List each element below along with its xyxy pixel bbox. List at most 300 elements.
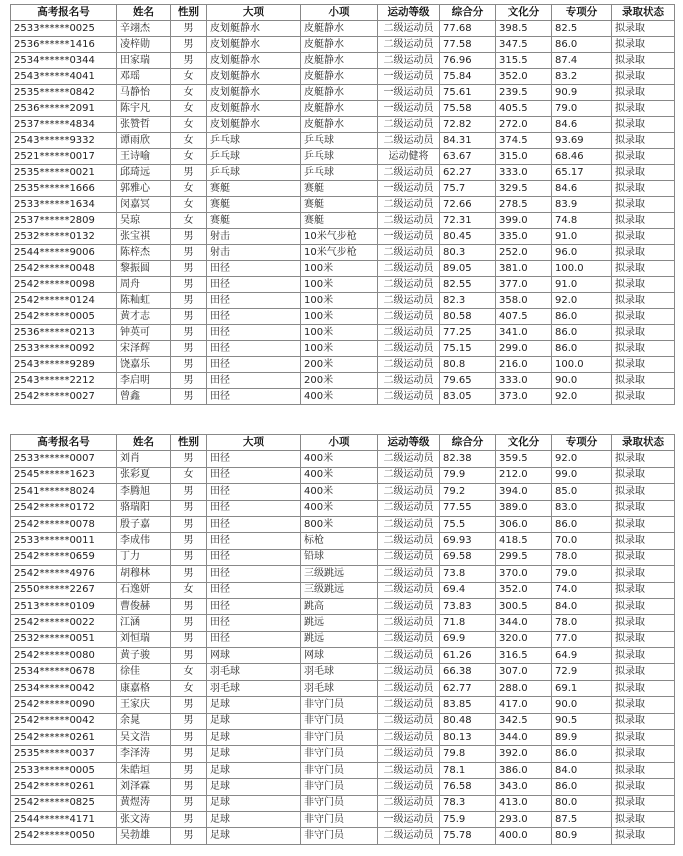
special-score-cell: 80.0 <box>552 795 612 811</box>
culture-score-cell: 373.0 <box>496 389 552 405</box>
event-cell: 跳远 <box>301 631 378 647</box>
name-cell: 张彩夏 <box>117 467 171 483</box>
event-cell: 乒乓球 <box>301 149 378 165</box>
culture-score-cell: 417.0 <box>496 697 552 713</box>
exam-id-cell: 2535******0021 <box>11 165 117 181</box>
total-score-cell: 80.45 <box>440 229 496 245</box>
table-row <box>11 467 675 483</box>
table-row <box>11 165 675 181</box>
event-cell: 200米 <box>301 373 378 389</box>
status-cell: 拟录取 <box>612 762 675 778</box>
table-row <box>11 664 675 680</box>
exam-id-cell: 2544******9006 <box>11 245 117 261</box>
event-cell: 100米 <box>301 293 378 309</box>
event-cell: 400米 <box>301 500 378 516</box>
name-cell: 宋泽辉 <box>117 341 171 357</box>
col-header: 高考报名号 <box>11 435 117 451</box>
total-score-cell: 72.31 <box>440 213 496 229</box>
name-cell: 骆瑞阳 <box>117 500 171 516</box>
table-row <box>11 795 675 811</box>
special-score-cell: 85.0 <box>552 484 612 500</box>
event-cell: 400米 <box>301 451 378 467</box>
special-score-cell: 92.0 <box>552 389 612 405</box>
name-cell: 黄煜涛 <box>117 795 171 811</box>
level-cell: 二级运动员 <box>378 549 440 565</box>
sport-cell: 赛艇 <box>207 213 301 229</box>
table-row <box>11 101 675 117</box>
gender-cell: 男 <box>171 648 207 664</box>
level-cell: 二级运动员 <box>378 500 440 516</box>
gender-cell: 男 <box>171 229 207 245</box>
exam-id-cell: 2542******0027 <box>11 389 117 405</box>
culture-score-cell: 389.0 <box>496 500 552 516</box>
table-row <box>11 389 675 405</box>
event-cell: 羽毛球 <box>301 664 378 680</box>
total-score-cell: 76.58 <box>440 779 496 795</box>
col-header: 文化分 <box>496 5 552 21</box>
total-score-cell: 75.15 <box>440 341 496 357</box>
culture-score-cell: 299.5 <box>496 549 552 565</box>
total-score-cell: 80.3 <box>440 245 496 261</box>
gender-cell: 男 <box>171 357 207 373</box>
level-cell: 二级运动员 <box>378 648 440 664</box>
total-score-cell: 75.84 <box>440 69 496 85</box>
total-score-cell: 73.83 <box>440 598 496 614</box>
level-cell: 二级运动员 <box>378 165 440 181</box>
sport-cell: 田径 <box>207 598 301 614</box>
status-cell: 拟录取 <box>612 133 675 149</box>
exam-id-cell: 2542******0042 <box>11 713 117 729</box>
exam-id-cell: 2542******0090 <box>11 697 117 713</box>
culture-score-cell: 212.0 <box>496 467 552 483</box>
special-score-cell: 80.9 <box>552 828 612 844</box>
status-cell: 拟录取 <box>612 21 675 37</box>
special-score-cell: 79.0 <box>552 101 612 117</box>
exam-id-cell: 2542******0022 <box>11 615 117 631</box>
exam-id-cell: 2542******0078 <box>11 516 117 532</box>
name-cell: 周舟 <box>117 277 171 293</box>
sport-cell: 射击 <box>207 245 301 261</box>
culture-score-cell: 400.0 <box>496 828 552 844</box>
culture-score-cell: 320.0 <box>496 631 552 647</box>
status-cell: 拟录取 <box>612 53 675 69</box>
total-score-cell: 69.93 <box>440 533 496 549</box>
event-cell: 乒乓球 <box>301 133 378 149</box>
gender-cell: 男 <box>171 451 207 467</box>
sport-cell: 足球 <box>207 762 301 778</box>
total-score-cell: 75.58 <box>440 101 496 117</box>
sport-cell: 足球 <box>207 713 301 729</box>
level-cell: 一级运动员 <box>378 229 440 245</box>
table-row <box>11 117 675 133</box>
total-score-cell: 80.8 <box>440 357 496 373</box>
table-row <box>11 631 675 647</box>
name-cell: 刘肖 <box>117 451 171 467</box>
special-score-cell: 100.0 <box>552 261 612 277</box>
gender-cell: 女 <box>171 582 207 598</box>
name-cell: 陈籼虹 <box>117 293 171 309</box>
culture-score-cell: 239.5 <box>496 85 552 101</box>
gender-cell: 男 <box>171 293 207 309</box>
culture-score-cell: 407.5 <box>496 309 552 325</box>
culture-score-cell: 386.0 <box>496 762 552 778</box>
status-cell: 拟录取 <box>612 341 675 357</box>
sport-cell: 乒乓球 <box>207 149 301 165</box>
exam-id-cell: 2543******9332 <box>11 133 117 149</box>
sport-cell: 皮划艇静水 <box>207 69 301 85</box>
special-score-cell: 77.0 <box>552 631 612 647</box>
level-cell: 二级运动员 <box>378 37 440 53</box>
name-cell: 郭雅心 <box>117 181 171 197</box>
event-cell: 非守门员 <box>301 697 378 713</box>
sport-cell: 田径 <box>207 484 301 500</box>
level-cell: 二级运动员 <box>378 261 440 277</box>
culture-score-cell: 315.0 <box>496 149 552 165</box>
col-header: 小项 <box>301 435 378 451</box>
level-cell: 二级运动员 <box>378 598 440 614</box>
event-cell: 800米 <box>301 516 378 532</box>
event-cell: 三级跳远 <box>301 566 378 582</box>
name-cell: 张文涛 <box>117 811 171 827</box>
exam-id-cell: 2533******1634 <box>11 197 117 213</box>
table-row <box>11 828 675 844</box>
total-score-cell: 75.7 <box>440 181 496 197</box>
special-score-cell: 79.0 <box>552 566 612 582</box>
sport-cell: 足球 <box>207 697 301 713</box>
table-row <box>11 373 675 389</box>
col-header: 大项 <box>207 5 301 21</box>
special-score-cell: 65.17 <box>552 165 612 181</box>
name-cell: 钟英可 <box>117 325 171 341</box>
name-cell: 谭雨欣 <box>117 133 171 149</box>
name-cell: 李腾旭 <box>117 484 171 500</box>
special-score-cell: 64.9 <box>552 648 612 664</box>
status-cell: 拟录取 <box>612 795 675 811</box>
status-cell: 拟录取 <box>612 697 675 713</box>
culture-score-cell: 299.0 <box>496 341 552 357</box>
level-cell: 二级运动员 <box>378 566 440 582</box>
gender-cell: 男 <box>171 500 207 516</box>
name-cell: 王家庆 <box>117 697 171 713</box>
exam-id-cell: 2542******0172 <box>11 500 117 516</box>
col-header: 专项分 <box>552 5 612 21</box>
exam-id-cell: 2536******2091 <box>11 101 117 117</box>
special-score-cell: 86.0 <box>552 309 612 325</box>
sport-cell: 赛艇 <box>207 181 301 197</box>
gender-cell: 男 <box>171 779 207 795</box>
level-cell: 二级运动员 <box>378 828 440 844</box>
name-cell: 黄才志 <box>117 309 171 325</box>
status-cell: 拟录取 <box>612 213 675 229</box>
event-cell: 100米 <box>301 341 378 357</box>
gender-cell: 男 <box>171 245 207 261</box>
name-cell: 马静怡 <box>117 85 171 101</box>
total-score-cell: 79.2 <box>440 484 496 500</box>
level-cell: 一级运动员 <box>378 101 440 117</box>
level-cell: 二级运动员 <box>378 309 440 325</box>
table-row <box>11 713 675 729</box>
exam-id-cell: 2535******0037 <box>11 746 117 762</box>
gender-cell: 男 <box>171 598 207 614</box>
exam-id-cell: 2543******4041 <box>11 69 117 85</box>
total-score-cell: 61.26 <box>440 648 496 664</box>
culture-score-cell: 342.5 <box>496 713 552 729</box>
event-cell: 非守门员 <box>301 713 378 729</box>
level-cell: 二级运动员 <box>378 373 440 389</box>
gender-cell: 女 <box>171 467 207 483</box>
sport-cell: 皮划艇静水 <box>207 117 301 133</box>
col-header: 录取状态 <box>612 5 675 21</box>
culture-score-cell: 399.0 <box>496 213 552 229</box>
level-cell: 二级运动员 <box>378 730 440 746</box>
total-score-cell: 75.9 <box>440 811 496 827</box>
sport-cell: 网球 <box>207 648 301 664</box>
total-score-cell: 78.1 <box>440 762 496 778</box>
gender-cell: 女 <box>171 133 207 149</box>
level-cell: 一级运动员 <box>378 69 440 85</box>
col-header: 录取状态 <box>612 435 675 451</box>
table-row <box>11 197 675 213</box>
status-cell: 拟录取 <box>612 598 675 614</box>
sport-cell: 田径 <box>207 341 301 357</box>
level-cell: 二级运动员 <box>378 713 440 729</box>
special-score-cell: 92.0 <box>552 451 612 467</box>
event-cell: 三级跳远 <box>301 582 378 598</box>
status-cell: 拟录取 <box>612 484 675 500</box>
event-cell: 网球 <box>301 648 378 664</box>
sport-cell: 皮划艇静水 <box>207 37 301 53</box>
status-cell: 拟录取 <box>612 373 675 389</box>
status-cell: 拟录取 <box>612 467 675 483</box>
gender-cell: 男 <box>171 277 207 293</box>
table-row <box>11 811 675 827</box>
exam-id-cell: 2532******0132 <box>11 229 117 245</box>
event-cell: 赛艇 <box>301 213 378 229</box>
special-score-cell: 84.6 <box>552 181 612 197</box>
status-cell: 拟录取 <box>612 181 675 197</box>
name-cell: 李成伟 <box>117 533 171 549</box>
level-cell: 二级运动员 <box>378 53 440 69</box>
event-cell: 皮艇静水 <box>301 69 378 85</box>
table-body <box>11 451 675 844</box>
status-cell: 拟录取 <box>612 245 675 261</box>
culture-score-cell: 392.0 <box>496 746 552 762</box>
status-cell: 拟录取 <box>612 811 675 827</box>
culture-score-cell: 333.0 <box>496 373 552 389</box>
event-cell: 非守门员 <box>301 746 378 762</box>
event-cell: 乒乓球 <box>301 165 378 181</box>
name-cell: 邓瑶 <box>117 69 171 85</box>
level-cell: 二级运动员 <box>378 357 440 373</box>
level-cell: 二级运动员 <box>378 293 440 309</box>
col-header: 专项分 <box>552 435 612 451</box>
level-cell: 二级运动员 <box>378 779 440 795</box>
exam-id-cell: 2537******2809 <box>11 213 117 229</box>
special-score-cell: 84.6 <box>552 117 612 133</box>
total-score-cell: 77.68 <box>440 21 496 37</box>
sport-cell: 足球 <box>207 779 301 795</box>
sport-cell: 田径 <box>207 357 301 373</box>
culture-score-cell: 306.0 <box>496 516 552 532</box>
level-cell: 二级运动员 <box>378 516 440 532</box>
table-row <box>11 746 675 762</box>
exam-id-cell: 2542******0050 <box>11 828 117 844</box>
status-cell: 拟录取 <box>612 165 675 181</box>
sport-cell: 田径 <box>207 516 301 532</box>
name-cell: 曹俊赫 <box>117 598 171 614</box>
gender-cell: 男 <box>171 341 207 357</box>
gender-cell: 男 <box>171 21 207 37</box>
total-score-cell: 69.9 <box>440 631 496 647</box>
col-header: 运动等级 <box>378 435 440 451</box>
special-score-cell: 70.0 <box>552 533 612 549</box>
table-row <box>11 533 675 549</box>
total-score-cell: 83.85 <box>440 697 496 713</box>
admission-table-2 <box>10 434 675 845</box>
special-score-cell: 86.0 <box>552 37 612 53</box>
table-row <box>11 309 675 325</box>
exam-id-cell: 2543******9289 <box>11 357 117 373</box>
sport-cell: 羽毛球 <box>207 680 301 696</box>
table-row <box>11 37 675 53</box>
exam-id-cell: 2533******0007 <box>11 451 117 467</box>
status-cell: 拟录取 <box>612 451 675 467</box>
status-cell: 拟录取 <box>612 85 675 101</box>
sport-cell: 足球 <box>207 811 301 827</box>
table-row <box>11 697 675 713</box>
culture-score-cell: 288.0 <box>496 680 552 696</box>
culture-score-cell: 216.0 <box>496 357 552 373</box>
table-row <box>11 229 675 245</box>
col-header: 性别 <box>171 435 207 451</box>
status-cell: 拟录取 <box>612 229 675 245</box>
event-cell: 铅球 <box>301 549 378 565</box>
culture-score-cell: 358.0 <box>496 293 552 309</box>
event-cell: 非守门员 <box>301 828 378 844</box>
culture-score-cell: 398.5 <box>496 21 552 37</box>
gender-cell: 男 <box>171 165 207 181</box>
special-score-cell: 87.5 <box>552 811 612 827</box>
level-cell: 二级运动员 <box>378 21 440 37</box>
exam-id-cell: 2542******0080 <box>11 648 117 664</box>
level-cell: 运动健将 <box>378 149 440 165</box>
sport-cell: 田径 <box>207 293 301 309</box>
exam-id-cell: 2550******2267 <box>11 582 117 598</box>
gender-cell: 男 <box>171 309 207 325</box>
name-cell: 田家瑞 <box>117 53 171 69</box>
culture-score-cell: 370.0 <box>496 566 552 582</box>
special-score-cell: 74.8 <box>552 213 612 229</box>
name-cell: 张赞哲 <box>117 117 171 133</box>
event-cell: 标枪 <box>301 533 378 549</box>
event-cell: 非守门员 <box>301 730 378 746</box>
total-score-cell: 77.55 <box>440 500 496 516</box>
culture-score-cell: 316.5 <box>496 648 552 664</box>
sport-cell: 田径 <box>207 467 301 483</box>
culture-score-cell: 329.5 <box>496 181 552 197</box>
culture-score-cell: 381.0 <box>496 261 552 277</box>
table-row <box>11 484 675 500</box>
level-cell: 一级运动员 <box>378 85 440 101</box>
sport-cell: 乒乓球 <box>207 165 301 181</box>
sport-cell: 田径 <box>207 309 301 325</box>
table-row <box>11 325 675 341</box>
culture-score-cell: 278.5 <box>496 197 552 213</box>
special-score-cell: 89.9 <box>552 730 612 746</box>
name-cell: 余晁 <box>117 713 171 729</box>
gender-cell: 女 <box>171 213 207 229</box>
status-cell: 拟录取 <box>612 648 675 664</box>
status-cell: 拟录取 <box>612 533 675 549</box>
total-score-cell: 80.13 <box>440 730 496 746</box>
name-cell: 胡穆林 <box>117 566 171 582</box>
level-cell: 二级运动员 <box>378 277 440 293</box>
event-cell: 非守门员 <box>301 795 378 811</box>
total-score-cell: 83.05 <box>440 389 496 405</box>
table-row <box>11 500 675 516</box>
col-header: 高考报名号 <box>11 5 117 21</box>
event-cell: 皮艇静水 <box>301 21 378 37</box>
level-cell: 二级运动员 <box>378 746 440 762</box>
total-score-cell: 66.38 <box>440 664 496 680</box>
special-score-cell: 74.0 <box>552 582 612 598</box>
special-score-cell: 83.9 <box>552 197 612 213</box>
name-cell: 石逸妍 <box>117 582 171 598</box>
special-score-cell: 69.1 <box>552 680 612 696</box>
exam-id-cell: 2513******0109 <box>11 598 117 614</box>
status-cell: 拟录取 <box>612 746 675 762</box>
exam-id-cell: 2542******0005 <box>11 309 117 325</box>
total-score-cell: 73.8 <box>440 566 496 582</box>
culture-score-cell: 352.0 <box>496 69 552 85</box>
culture-score-cell: 343.0 <box>496 779 552 795</box>
special-score-cell: 84.0 <box>552 598 612 614</box>
gender-cell: 男 <box>171 762 207 778</box>
sport-cell: 田径 <box>207 389 301 405</box>
special-score-cell: 93.69 <box>552 133 612 149</box>
col-header: 姓名 <box>117 435 171 451</box>
status-cell: 拟录取 <box>612 309 675 325</box>
name-cell: 黎振圆 <box>117 261 171 277</box>
total-score-cell: 71.8 <box>440 615 496 631</box>
sport-cell: 田径 <box>207 533 301 549</box>
event-cell: 皮艇静水 <box>301 37 378 53</box>
special-score-cell: 78.0 <box>552 615 612 631</box>
level-cell: 二级运动员 <box>378 664 440 680</box>
event-cell: 跳远 <box>301 615 378 631</box>
event-cell: 皮艇静水 <box>301 85 378 101</box>
culture-score-cell: 405.5 <box>496 101 552 117</box>
name-cell: 李泽涛 <box>117 746 171 762</box>
table-row <box>11 730 675 746</box>
culture-score-cell: 307.0 <box>496 664 552 680</box>
special-score-cell: 86.0 <box>552 341 612 357</box>
culture-score-cell: 359.5 <box>496 451 552 467</box>
sport-cell: 田径 <box>207 261 301 277</box>
sport-cell: 皮划艇静水 <box>207 21 301 37</box>
total-score-cell: 79.65 <box>440 373 496 389</box>
status-cell: 拟录取 <box>612 680 675 696</box>
culture-score-cell: 293.0 <box>496 811 552 827</box>
table-row <box>11 133 675 149</box>
gender-cell: 女 <box>171 181 207 197</box>
sport-cell: 足球 <box>207 795 301 811</box>
name-cell: 江涵 <box>117 615 171 631</box>
event-cell: 赛艇 <box>301 181 378 197</box>
table-row <box>11 451 675 467</box>
total-score-cell: 63.67 <box>440 149 496 165</box>
name-cell: 康嘉格 <box>117 680 171 696</box>
